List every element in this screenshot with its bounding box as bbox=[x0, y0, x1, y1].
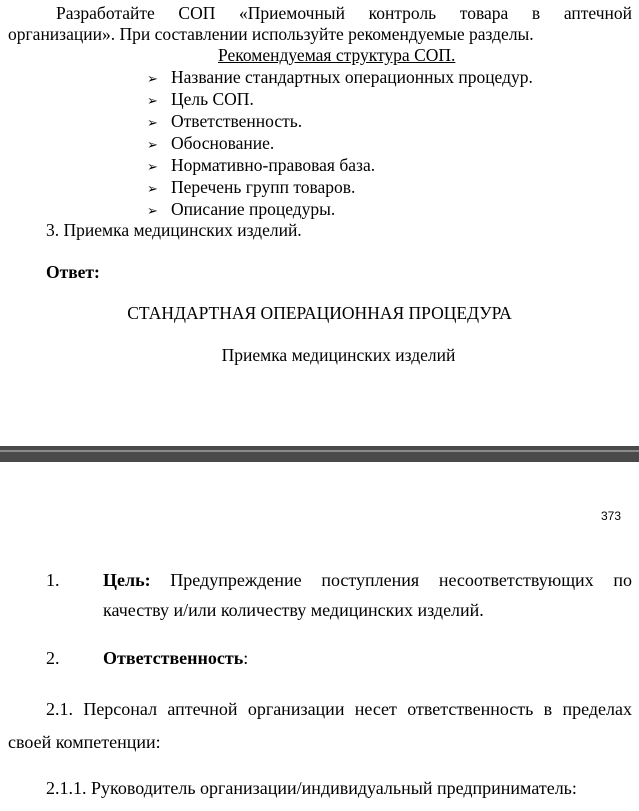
section-2-colon: : bbox=[243, 648, 249, 668]
section-2-1-1: 2.1.1. Руководитель организации/индивидуальный предприниматель: bbox=[46, 778, 577, 798]
list-item bbox=[147, 155, 375, 178]
list-item-label: Название стандартных операционных процедур. bbox=[171, 67, 533, 87]
section-2-heading bbox=[103, 647, 248, 669]
page-separator bbox=[0, 446, 639, 462]
structure-heading: Рекомендуемая структура СОП. bbox=[218, 45, 456, 65]
task-line-2: организации». При составлении используйте рекомендуемые разделы. bbox=[8, 24, 534, 44]
answer-title: СТАНДАРТНАЯ ОПЕРАЦИОННАЯ ПРОЦЕДУРА bbox=[127, 303, 512, 323]
arrow-bullet-icon: ➢ bbox=[147, 94, 158, 109]
section-2-number: 2. bbox=[46, 648, 60, 668]
list-item bbox=[147, 133, 274, 156]
arrow-bullet-icon: ➢ bbox=[147, 182, 158, 197]
list-item-label: Перечень групп товаров. bbox=[171, 177, 356, 197]
section-1-number: 1. bbox=[46, 570, 60, 590]
task-line-1: Разработайте СОП «Приемочный контроль товара в аптечной bbox=[56, 3, 632, 23]
arrow-bullet-icon: ➢ bbox=[147, 160, 158, 175]
section-2-label: Ответственность bbox=[103, 648, 244, 668]
section-2-1-line-2: своей компетенции: bbox=[8, 732, 161, 752]
answer-subtitle: Приемка медицинских изделий bbox=[221, 345, 456, 365]
list-item bbox=[147, 199, 335, 222]
section-1-line-2: качеству и/или количеству медицинских изделий. bbox=[103, 600, 484, 620]
page-number: 373 bbox=[601, 509, 622, 523]
list-item bbox=[147, 67, 533, 90]
section-1-label: Цель: bbox=[103, 570, 151, 590]
list-item-label: Обоснование. bbox=[171, 133, 275, 153]
list-item bbox=[147, 111, 302, 134]
arrow-bullet-icon: ➢ bbox=[147, 138, 158, 153]
section-1-line-1 bbox=[103, 569, 632, 591]
list-item-label: Цель СОП. bbox=[171, 89, 254, 109]
list-item bbox=[147, 89, 254, 112]
section-1-text: Предупреждение поступления несоответствующих по bbox=[150, 570, 632, 590]
arrow-bullet-icon: ➢ bbox=[147, 116, 158, 131]
page-separator-line bbox=[0, 450, 639, 452]
arrow-bullet-icon: ➢ bbox=[147, 204, 158, 219]
list-item-label: Нормативно-правовая база. bbox=[171, 155, 376, 175]
list-item-label: Ответственность. bbox=[171, 111, 303, 131]
subtask-line: 3. Приемка медицинских изделий. bbox=[46, 220, 302, 240]
section-2-1-line-1: 2.1. Персонал аптечной организации несет ответственность в пределах bbox=[46, 699, 632, 719]
answer-label: Ответ: bbox=[46, 262, 100, 282]
list-item bbox=[147, 177, 355, 200]
arrow-bullet-icon: ➢ bbox=[147, 72, 158, 87]
list-item-label: Описание процедуры. bbox=[171, 199, 336, 219]
